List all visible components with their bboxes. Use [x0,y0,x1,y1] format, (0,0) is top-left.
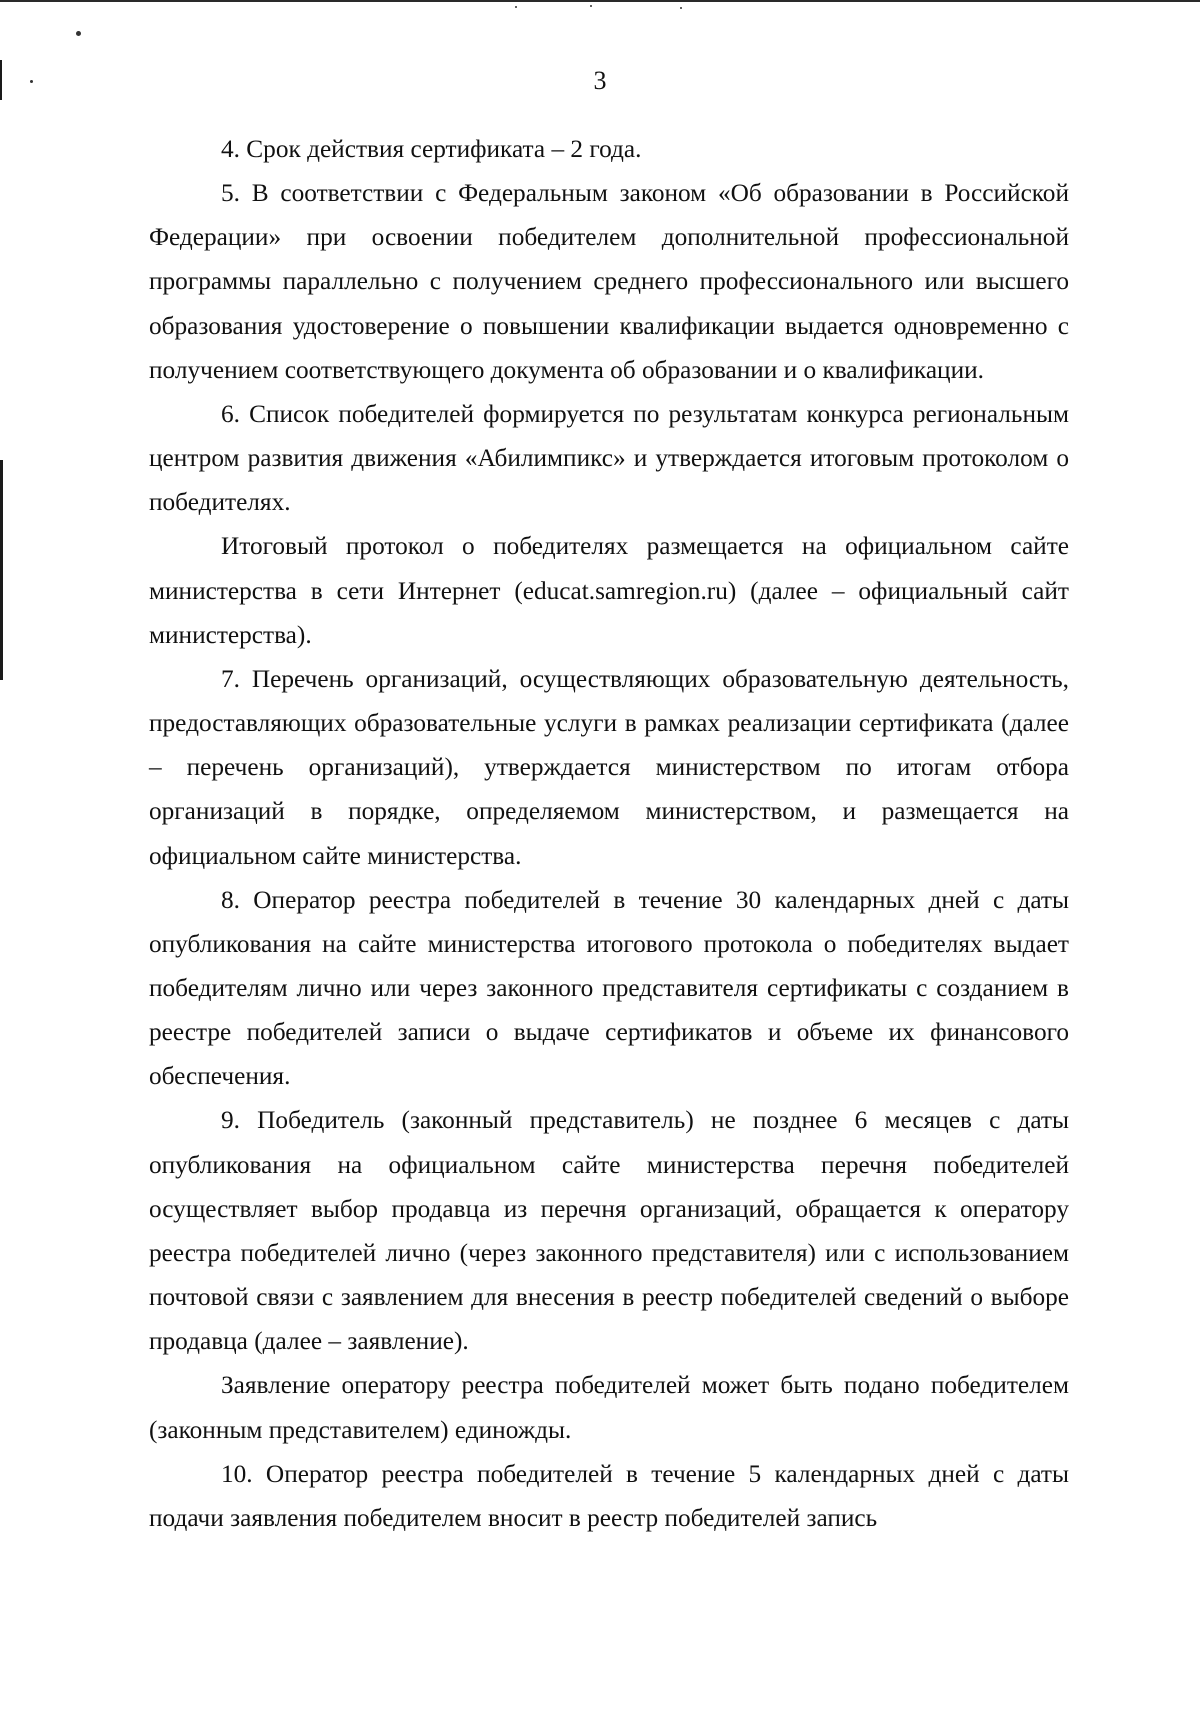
paragraph-item-4: 4. Срок действия сертификата – 2 года. [221,135,642,163]
scan-speck [680,7,682,9]
scan-speck [76,31,81,36]
paragraph-item-8: 8. Оператор реестра победителей в течение 30 календарных дней с даты опубликования на сайте министерства итогового протокола о победителях выдает победителям лично или через законного представителя сертификаты с созданием в реестре победителей записи о выдаче сертификатов и объеме их финансового обеспечения. [149,885,1069,1091]
scan-speck [590,5,592,7]
page-number: 3 [593,66,607,95]
scan-speck [515,6,517,8]
paragraph-final-protocol: Итоговый протокол о победителях размещается на официальном сайте министерства в сети Интернет (educat.samregion.ru) (далее – официальный сайт министерства). [149,532,1069,649]
paragraph-item-9: 9. Победитель (законный представитель) не позднее 6 месяцев с даты опубликования на официальном сайте министерства перечня победителей осуществляет выбор продавца из перечня организаций, обращается к оператору реестра победителей лично (через законного представителя) или с использованием почтовой связи с заявлением для внесения в реестр победителей сведений о выборе продавца (далее – заявление). [149,1106,1069,1356]
paragraph-item-7: 7. Перечень организаций, осуществляющих образовательную деятельность, предоставляющих образовательные услуги в рамках реализации сертификата (далее – перечень организаций), утверждается министерством по итогам отбора организаций в порядке, определяемом министерством, и размещается на официальном сайте министерства. [149,664,1069,870]
paragraph-item-10: 10. Оператор реестра победителей в течение 5 календарных дней с даты подачи заявления победителем вносит в реестр победителей запись [149,1459,1069,1532]
scan-left-edge-mark [0,460,3,680]
paragraph-item-5: 5. В соответствии с Федеральным законом «Об образовании в Российской Федерации» при освоении победителем дополнительной профессиональной программы параллельно с получением среднего профессионального или высшего образования удостоверение о повышении квалификации выдается одновременно с получением соответствующего документа об образовании и о квалификации. [149,179,1069,384]
paragraph-item-6: 6. Список победителей формируется по результатам конкурса региональным центром развития движения «Абилимпикс» и утверждается итоговым протоколом о победителях. [149,399,1069,517]
document-body [149,127,1069,1540]
scan-top-border [0,0,1200,2]
paragraph-application-once: Заявление оператору реестра победителей может быть подано победителем (законным представителем) единожды. [149,1371,1069,1444]
